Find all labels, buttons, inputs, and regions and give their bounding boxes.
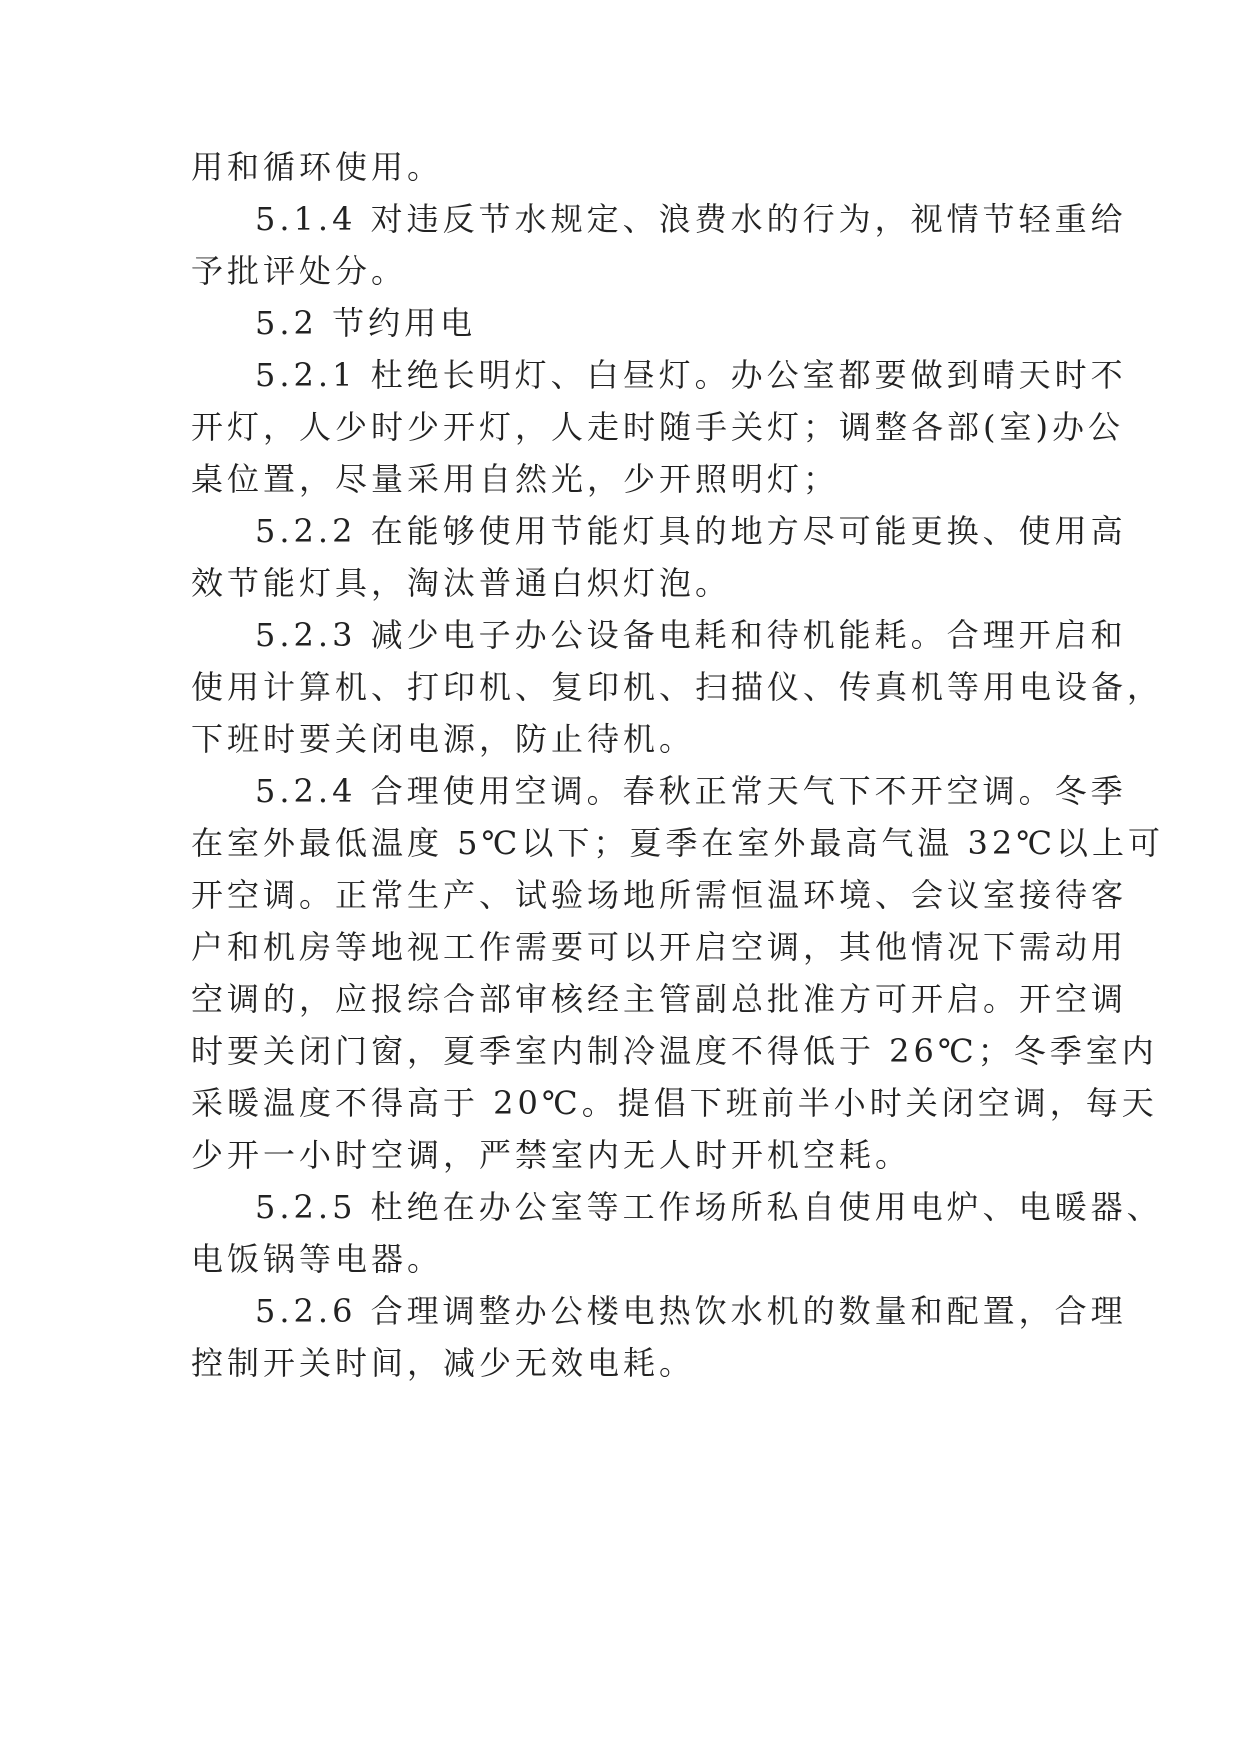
text-line: 5.2.2 在能够使用节能灯具的地方尽可能更换、使用高	[255, 512, 1127, 550]
section-heading: 5.2 节约用电	[255, 304, 477, 342]
text-line: 5.2.5 杜绝在办公室等工作场所私自使用电炉、电暖器、	[255, 1188, 1163, 1226]
text-line: 效节能灯具，淘汰普通白炽灯泡。	[191, 564, 732, 602]
text-line: 开灯，人少时少开灯，人走时随手关灯；调整各部(室)办公	[191, 408, 1124, 446]
text-line: 采暖温度不得高于 20℃。提倡下班前半小时关闭空调，每天	[191, 1084, 1158, 1122]
text-line: 时要关闭门窗，夏季室内制冷温度不得低于 26℃；冬季室内	[191, 1032, 1158, 1070]
text-line: 开空调。正常生产、试验场地所需恒温环境、会议室接待客	[191, 876, 1128, 914]
text-line: 5.2.1 杜绝长明灯、白昼灯。办公室都要做到晴天时不	[255, 356, 1127, 394]
text-line: 用和循环使用。	[191, 148, 444, 186]
text-line: 桌位置，尽量采用自然光，少开照明灯；	[191, 460, 840, 498]
text-line: 使用计算机、打印机、复印机、扫描仪、传真机等用电设备，	[191, 668, 1164, 706]
text-line: 在室外最低温度 5℃以下；夏季在室外最高气温 32℃以上可	[191, 824, 1165, 862]
text-line: 控制开关时间，减少无效电耗。	[191, 1344, 696, 1382]
text-line: 予批评处分。	[191, 252, 408, 290]
text-line: 少开一小时空调，严禁室内无人时开机空耗。	[191, 1136, 912, 1174]
text-line: 户和机房等地视工作需要可以开启空调，其他情况下需动用	[191, 928, 1128, 966]
text-line: 空调的，应报综合部审核经主管副总批准方可开启。开空调	[191, 980, 1128, 1018]
text-line: 下班时要关闭电源，防止待机。	[191, 720, 696, 758]
text-line: 5.1.4 对违反节水规定、浪费水的行为，视情节轻重给	[255, 200, 1127, 238]
text-line: 5.2.6 合理调整办公楼电热饮水机的数量和配置，合理	[255, 1292, 1127, 1330]
text-line: 电饭锅等电器。	[191, 1240, 444, 1278]
text-line: 5.2.3 减少电子办公设备电耗和待机能耗。合理开启和	[255, 616, 1127, 654]
text-line: 5.2.4 合理使用空调。春秋正常天气下不开空调。冬季	[255, 772, 1127, 810]
